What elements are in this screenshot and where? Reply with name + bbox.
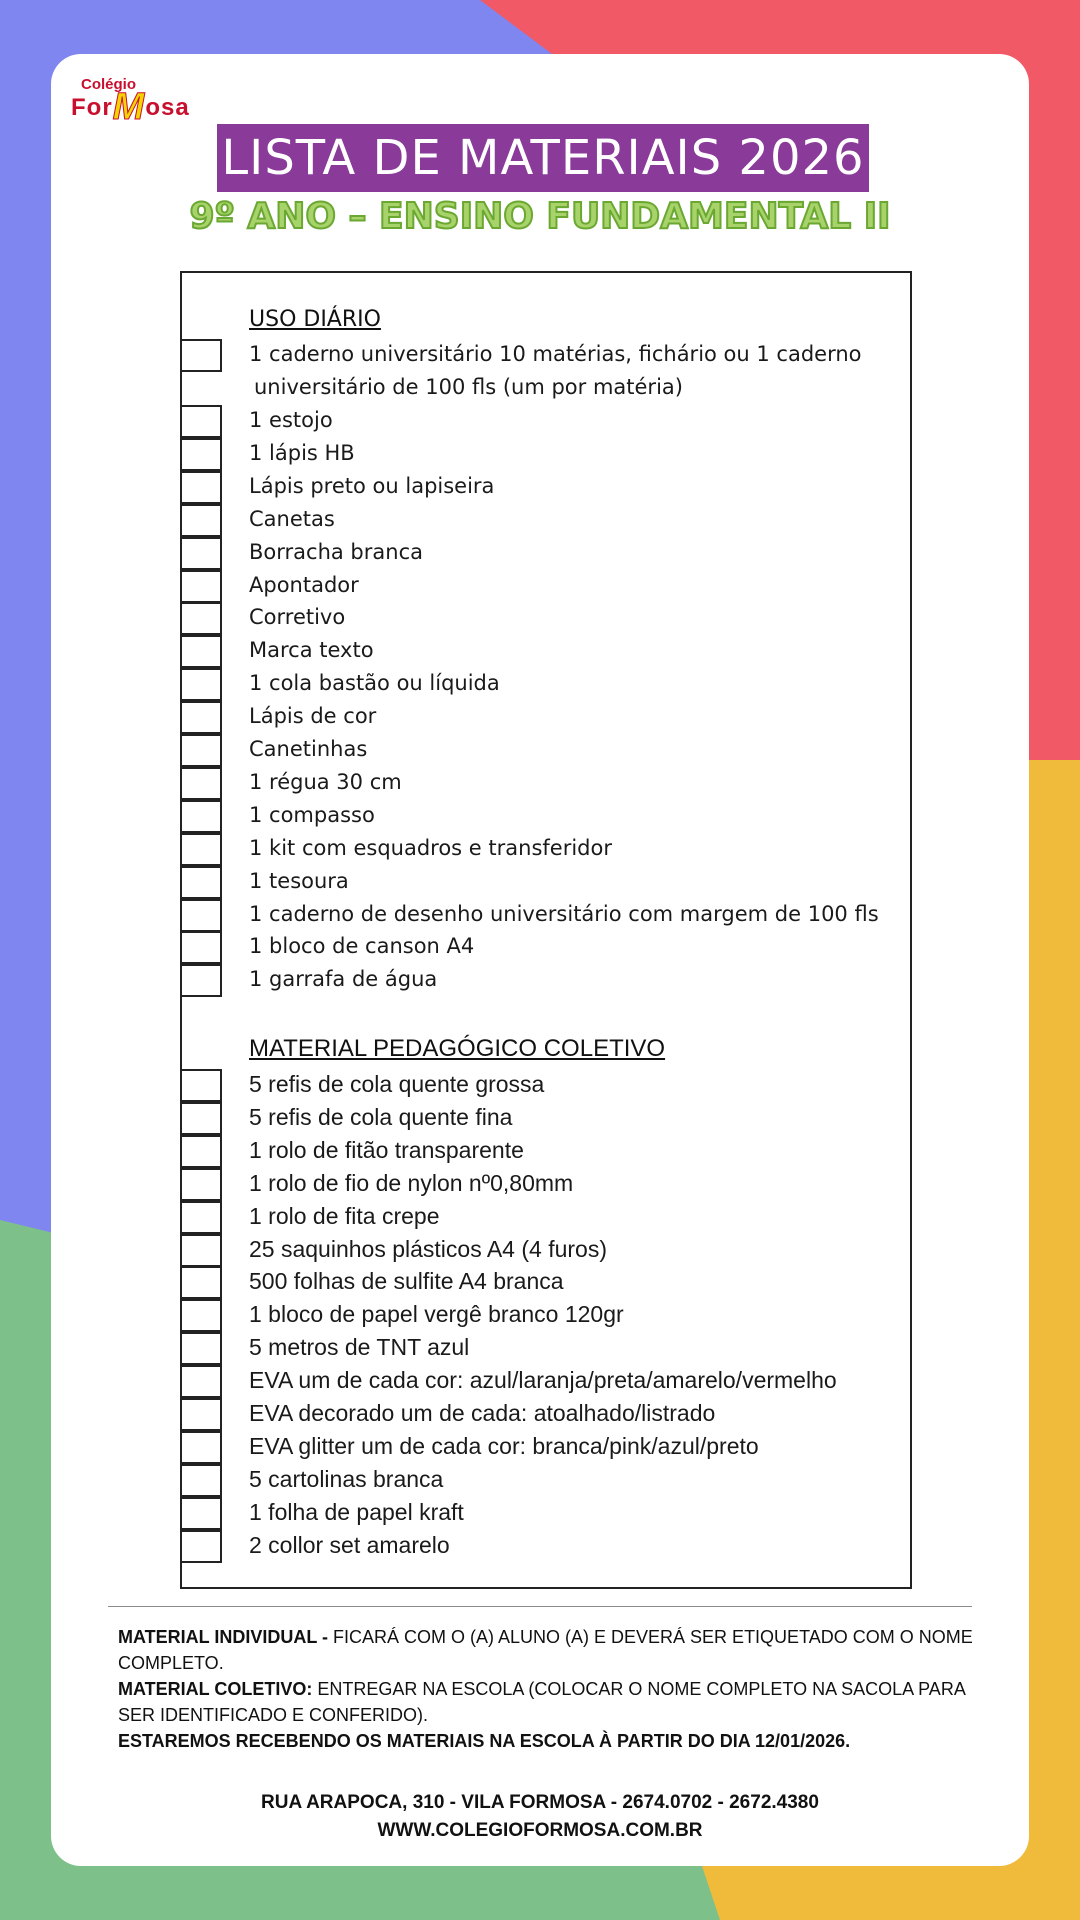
item-label: 1 cola bastão ou líquida <box>249 671 500 696</box>
checkbox[interactable] <box>182 767 222 800</box>
list-item <box>182 734 910 767</box>
list-item <box>182 438 910 471</box>
checkbox[interactable] <box>182 1365 222 1398</box>
checkbox[interactable] <box>182 931 222 964</box>
list-item <box>182 405 910 438</box>
item-label: EVA decorado um de cada: atoalhado/listrado <box>249 1400 716 1426</box>
checkbox[interactable] <box>182 1398 222 1431</box>
checkbox[interactable] <box>182 800 222 833</box>
item-label: 1 caderno universitário 10 matérias, fichário ou 1 caderno <box>249 342 862 366</box>
item-label: 1 rolo de fita crepe <box>249 1202 440 1229</box>
item-label: 25 saquinhos plásticos A4 (4 furos) <box>249 1235 607 1262</box>
section-heading-collective: MATERIAL PEDAGÓGICO COLETIVO <box>249 1035 666 1062</box>
list-item <box>182 471 910 504</box>
checkbox[interactable] <box>182 1332 222 1365</box>
note-individual-label: MATERIAL INDIVIDUAL - <box>118 1627 333 1647</box>
item-label: Apontador <box>249 572 359 597</box>
checkbox[interactable] <box>182 1168 222 1201</box>
list-item <box>182 1530 910 1563</box>
item-label: 1 compasso <box>249 802 375 827</box>
list-item <box>182 931 910 964</box>
item-label: 1 bloco de papel vergê branco 120gr <box>249 1301 624 1328</box>
list-item <box>182 899 910 932</box>
item-label: 2 collor set amarelo <box>249 1531 450 1558</box>
school-logo <box>71 76 211 136</box>
list-item <box>182 1201 910 1234</box>
item-label: 5 metros de TNT azul <box>249 1334 470 1361</box>
checkbox[interactable] <box>182 1135 222 1168</box>
item-label: Borracha branca <box>249 539 423 564</box>
list-item <box>182 1464 910 1497</box>
note-collective-label: MATERIAL COLETIVO: <box>118 1679 318 1699</box>
item-label: Canetas <box>249 506 335 531</box>
list-item <box>182 1365 910 1398</box>
checkbox[interactable] <box>182 1497 222 1530</box>
list-item <box>182 1234 910 1267</box>
note-collective-text: ENTREGAR NA ESCOLA (COLOCAR O NOME COMPLETO NA SACOLA PARA SER IDENTIFICADO E CONFERIDO). <box>118 1679 965 1725</box>
checkbox[interactable] <box>182 1530 222 1563</box>
item-label: Canetinhas <box>249 737 368 761</box>
list-item <box>182 800 910 833</box>
checkbox[interactable] <box>182 471 222 504</box>
note-collective <box>118 1676 978 1728</box>
list-item <box>182 570 910 603</box>
list-item <box>182 964 910 997</box>
item-label: 1 rolo de fio de nylon nº0,80mm <box>249 1169 574 1196</box>
checkbox[interactable] <box>182 1431 222 1464</box>
checkbox[interactable] <box>182 1201 222 1234</box>
item-label: 1 folha de papel kraft <box>249 1498 464 1525</box>
note-receiving <box>118 1728 978 1754</box>
item-label: 1 rolo de fitão transparente <box>249 1136 524 1163</box>
section-heading-daily: USO DIÁRIO <box>249 307 381 332</box>
checkbox[interactable] <box>182 1234 222 1267</box>
checkbox[interactable] <box>182 1102 222 1135</box>
checkbox[interactable] <box>182 570 222 603</box>
checkbox[interactable] <box>182 899 222 932</box>
list-item <box>182 866 910 899</box>
checkbox[interactable] <box>182 668 222 701</box>
checkbox[interactable] <box>182 1464 222 1497</box>
item-label: 1 estojo <box>249 408 333 432</box>
list-item <box>182 1497 910 1530</box>
item-label: Corretivo <box>249 605 346 630</box>
item-label: 5 refis de cola quente fina <box>249 1103 513 1130</box>
item-label: Lápis preto ou lapiseira <box>249 473 495 498</box>
list-item <box>182 1431 910 1464</box>
item-label: 1 tesoura <box>249 868 349 893</box>
checkbox[interactable] <box>182 833 222 866</box>
checkbox[interactable] <box>182 734 222 767</box>
checkbox[interactable] <box>182 339 222 372</box>
checkbox[interactable] <box>182 1266 222 1299</box>
list-item <box>182 1135 910 1168</box>
list-item <box>182 1299 910 1332</box>
logo-part-m: M <box>112 86 146 128</box>
list-item <box>182 1069 910 1102</box>
title-banner <box>217 124 869 192</box>
item-label: 1 régua 30 cm <box>249 769 402 794</box>
checkbox[interactable] <box>182 866 222 899</box>
page-subtitle: 9º ANO – ENSINO FUNDAMENTAL II <box>189 196 891 237</box>
list-item <box>182 1168 910 1201</box>
note-individual <box>118 1624 978 1676</box>
list-item <box>182 1266 910 1299</box>
item-label-continued: universitário de 100 fls (um por matéria) <box>254 375 683 399</box>
document-card <box>51 54 1029 1866</box>
checkbox[interactable] <box>182 964 222 997</box>
list-item <box>182 504 910 537</box>
logo-part-a: For <box>71 94 113 121</box>
item-label: Lápis de cor <box>249 704 377 729</box>
logo-bottom-text <box>71 86 190 128</box>
item-label: 1 kit com esquadros e transferidor <box>249 835 612 860</box>
note-individual-text: FICARÁ COM O (A) ALUNO (A) E DEVERÁ SER ETIQUETADO COM O NOME COMPLETO. <box>118 1627 973 1673</box>
footer-contact <box>51 1789 1029 1845</box>
list-item <box>182 1398 910 1431</box>
checkbox[interactable] <box>182 537 222 570</box>
list-item <box>182 701 910 734</box>
checkbox[interactable] <box>182 701 222 734</box>
list-item <box>182 537 910 570</box>
materials-list <box>180 271 912 1589</box>
item-label: EVA glitter um de cada cor: branca/pink/azul/preto <box>249 1432 759 1459</box>
logo-top-text: Colégio <box>81 76 136 93</box>
item-label: 500 folhas de sulfite A4 branca <box>249 1268 564 1295</box>
note-receiving-text: ESTAREMOS RECEBENDO OS MATERIAIS NA ESCOLA À PARTIR DO DIA 12/01/2026. <box>118 1731 851 1751</box>
item-label: 5 refis de cola quente grossa <box>249 1071 545 1097</box>
item-label: Marca texto <box>249 638 374 663</box>
item-label: EVA um de cada cor: azul/laranja/preta/amarelo/vermelho <box>249 1367 837 1394</box>
list-item <box>182 833 910 866</box>
item-label: 1 caderno de desenho universitário com margem de 100 fls <box>249 901 879 926</box>
checkbox[interactable] <box>182 1299 222 1332</box>
logo-part-b: osa <box>145 94 190 121</box>
footer-website: WWW.COLEGIOFORMOSA.COM.BR <box>377 1820 703 1841</box>
list-item <box>182 1102 910 1135</box>
page-title: LISTA DE MATERIAIS 2026 <box>221 130 865 186</box>
checkbox[interactable] <box>182 635 222 668</box>
list-item <box>182 668 910 701</box>
footer-address: RUA ARAPOCA, 310 - VILA FORMOSA - 2674.0702 - 2672.4380 <box>261 1792 819 1813</box>
item-label: 5 cartolinas branca <box>249 1465 444 1492</box>
checkbox[interactable] <box>182 602 222 635</box>
list-item <box>182 767 910 800</box>
checkbox[interactable] <box>182 504 222 537</box>
notes-section <box>118 1624 978 1754</box>
list-item <box>182 602 910 635</box>
list-item <box>182 339 910 405</box>
list-item <box>182 635 910 668</box>
list-item <box>182 1332 910 1365</box>
item-label: 1 bloco de canson A4 <box>249 934 475 959</box>
checkbox[interactable] <box>182 405 222 438</box>
checkbox[interactable] <box>182 438 222 471</box>
checkbox[interactable] <box>182 1069 222 1102</box>
item-label: 1 lápis HB <box>249 440 355 465</box>
item-label: 1 garrafa de água <box>249 967 438 992</box>
divider <box>108 1606 972 1607</box>
